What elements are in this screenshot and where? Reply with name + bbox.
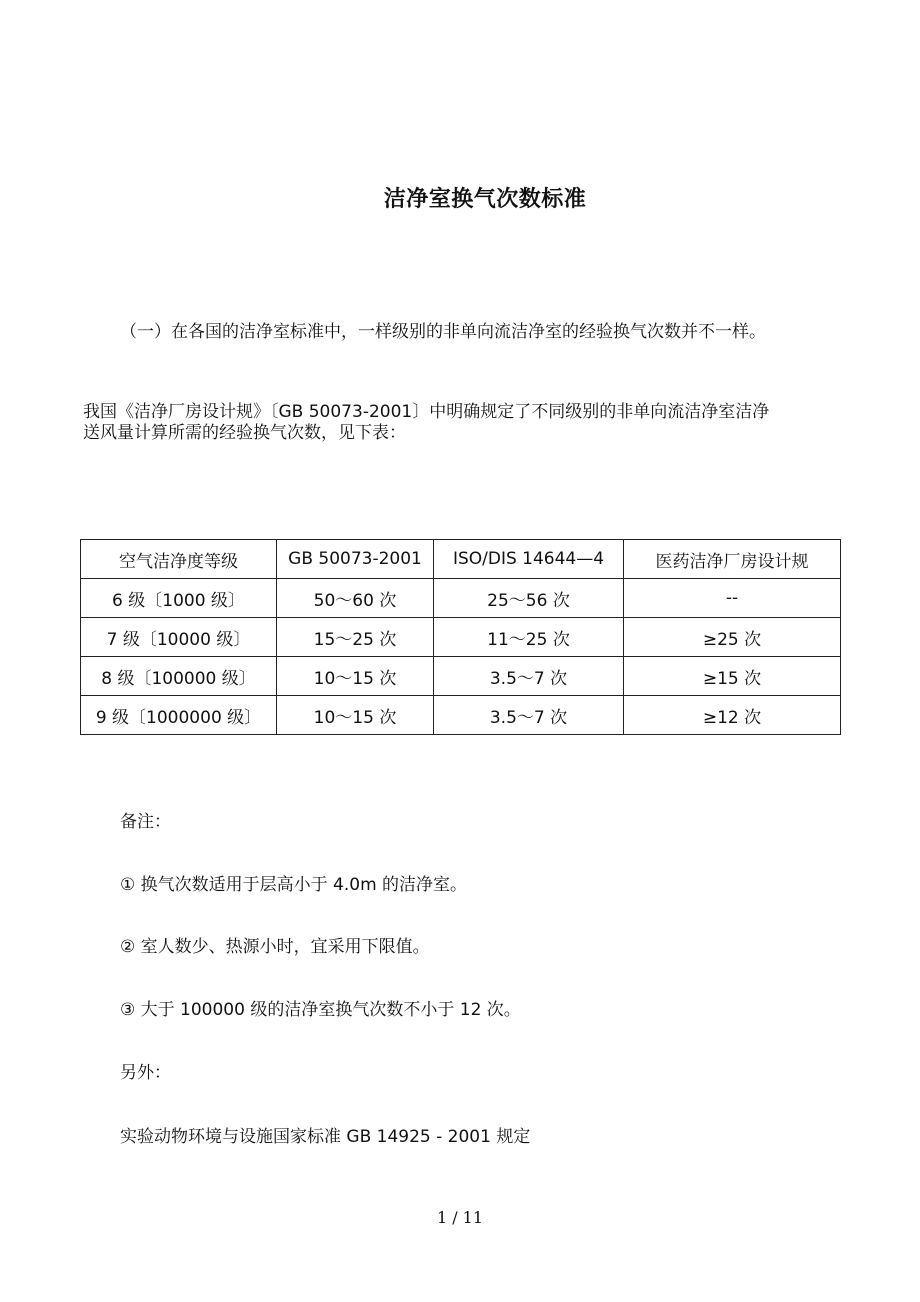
header-cell: 医药洁净厂房设计规 <box>624 540 841 579</box>
page-indicator: 1 / 11 <box>436 1208 484 1227</box>
notes-heading: 备注： <box>120 812 171 832</box>
table-cell: 10～15 次 <box>277 696 434 735</box>
header-cell: ISO/DIS 14644—4 <box>434 540 624 579</box>
note-item-1: ① 换气次数适用于层高小于 4.0m 的洁净室。 <box>120 875 468 895</box>
table-cell: 8 级〔100000 级〕 <box>81 657 277 696</box>
table-row <box>81 696 841 735</box>
table-cell: 7 级〔10000 级〕 <box>81 618 277 657</box>
table-cell: ≥12 次 <box>624 696 841 735</box>
table-cell: 9 级〔1000000 级〕 <box>81 696 277 735</box>
table-cell: 11～25 次 <box>434 618 624 657</box>
note-item-2: ② 室人数少、热源小时，宜采用下限值。 <box>120 937 430 957</box>
table-row <box>81 657 841 696</box>
table-cell: ≥15 次 <box>624 657 841 696</box>
other-heading: 另外： <box>120 1063 171 1083</box>
table-row <box>81 618 841 657</box>
table-cell: 3.5～7 次 <box>434 696 624 735</box>
table-cell: 3.5～7 次 <box>434 657 624 696</box>
intro-line-2: 我国《洁净厂房设计规》〔GB 50073-2001〕中明确规定了不同级别的非单向流洁净室洁净 <box>83 402 770 422</box>
note-item-3: ③ 大于 100000 级的洁净室换气次数不小于 12 次。 <box>120 1000 521 1020</box>
table-header-row <box>81 540 841 579</box>
table-cell: 6 级〔1000 级〕 <box>81 579 277 618</box>
table-cell: 50～60 次 <box>277 579 434 618</box>
table-cell: 25～56 次 <box>434 579 624 618</box>
intro-line-3: 送风量计算所需的经验换气次数，见下表： <box>83 423 406 443</box>
header-cell: GB 50073-2001 <box>277 540 434 579</box>
table-cell: 10～15 次 <box>277 657 434 696</box>
table-row <box>81 579 841 618</box>
header-cell: 空气洁净度等级 <box>81 540 277 579</box>
table-cell: -- <box>624 579 841 618</box>
other-text: 实验动物环境与设施国家标准 GB 14925 - 2001 规定 <box>120 1127 531 1147</box>
table-cell: ≥25 次 <box>624 618 841 657</box>
document-title: 洁净室换气次数标准 <box>383 187 587 212</box>
intro-line-1: （一）在各国的洁净室标准中，一样级别的非单向流洁净室的经验换气次数并不一样。 <box>120 322 766 342</box>
air-change-table <box>80 539 841 735</box>
table-cell: 15～25 次 <box>277 618 434 657</box>
